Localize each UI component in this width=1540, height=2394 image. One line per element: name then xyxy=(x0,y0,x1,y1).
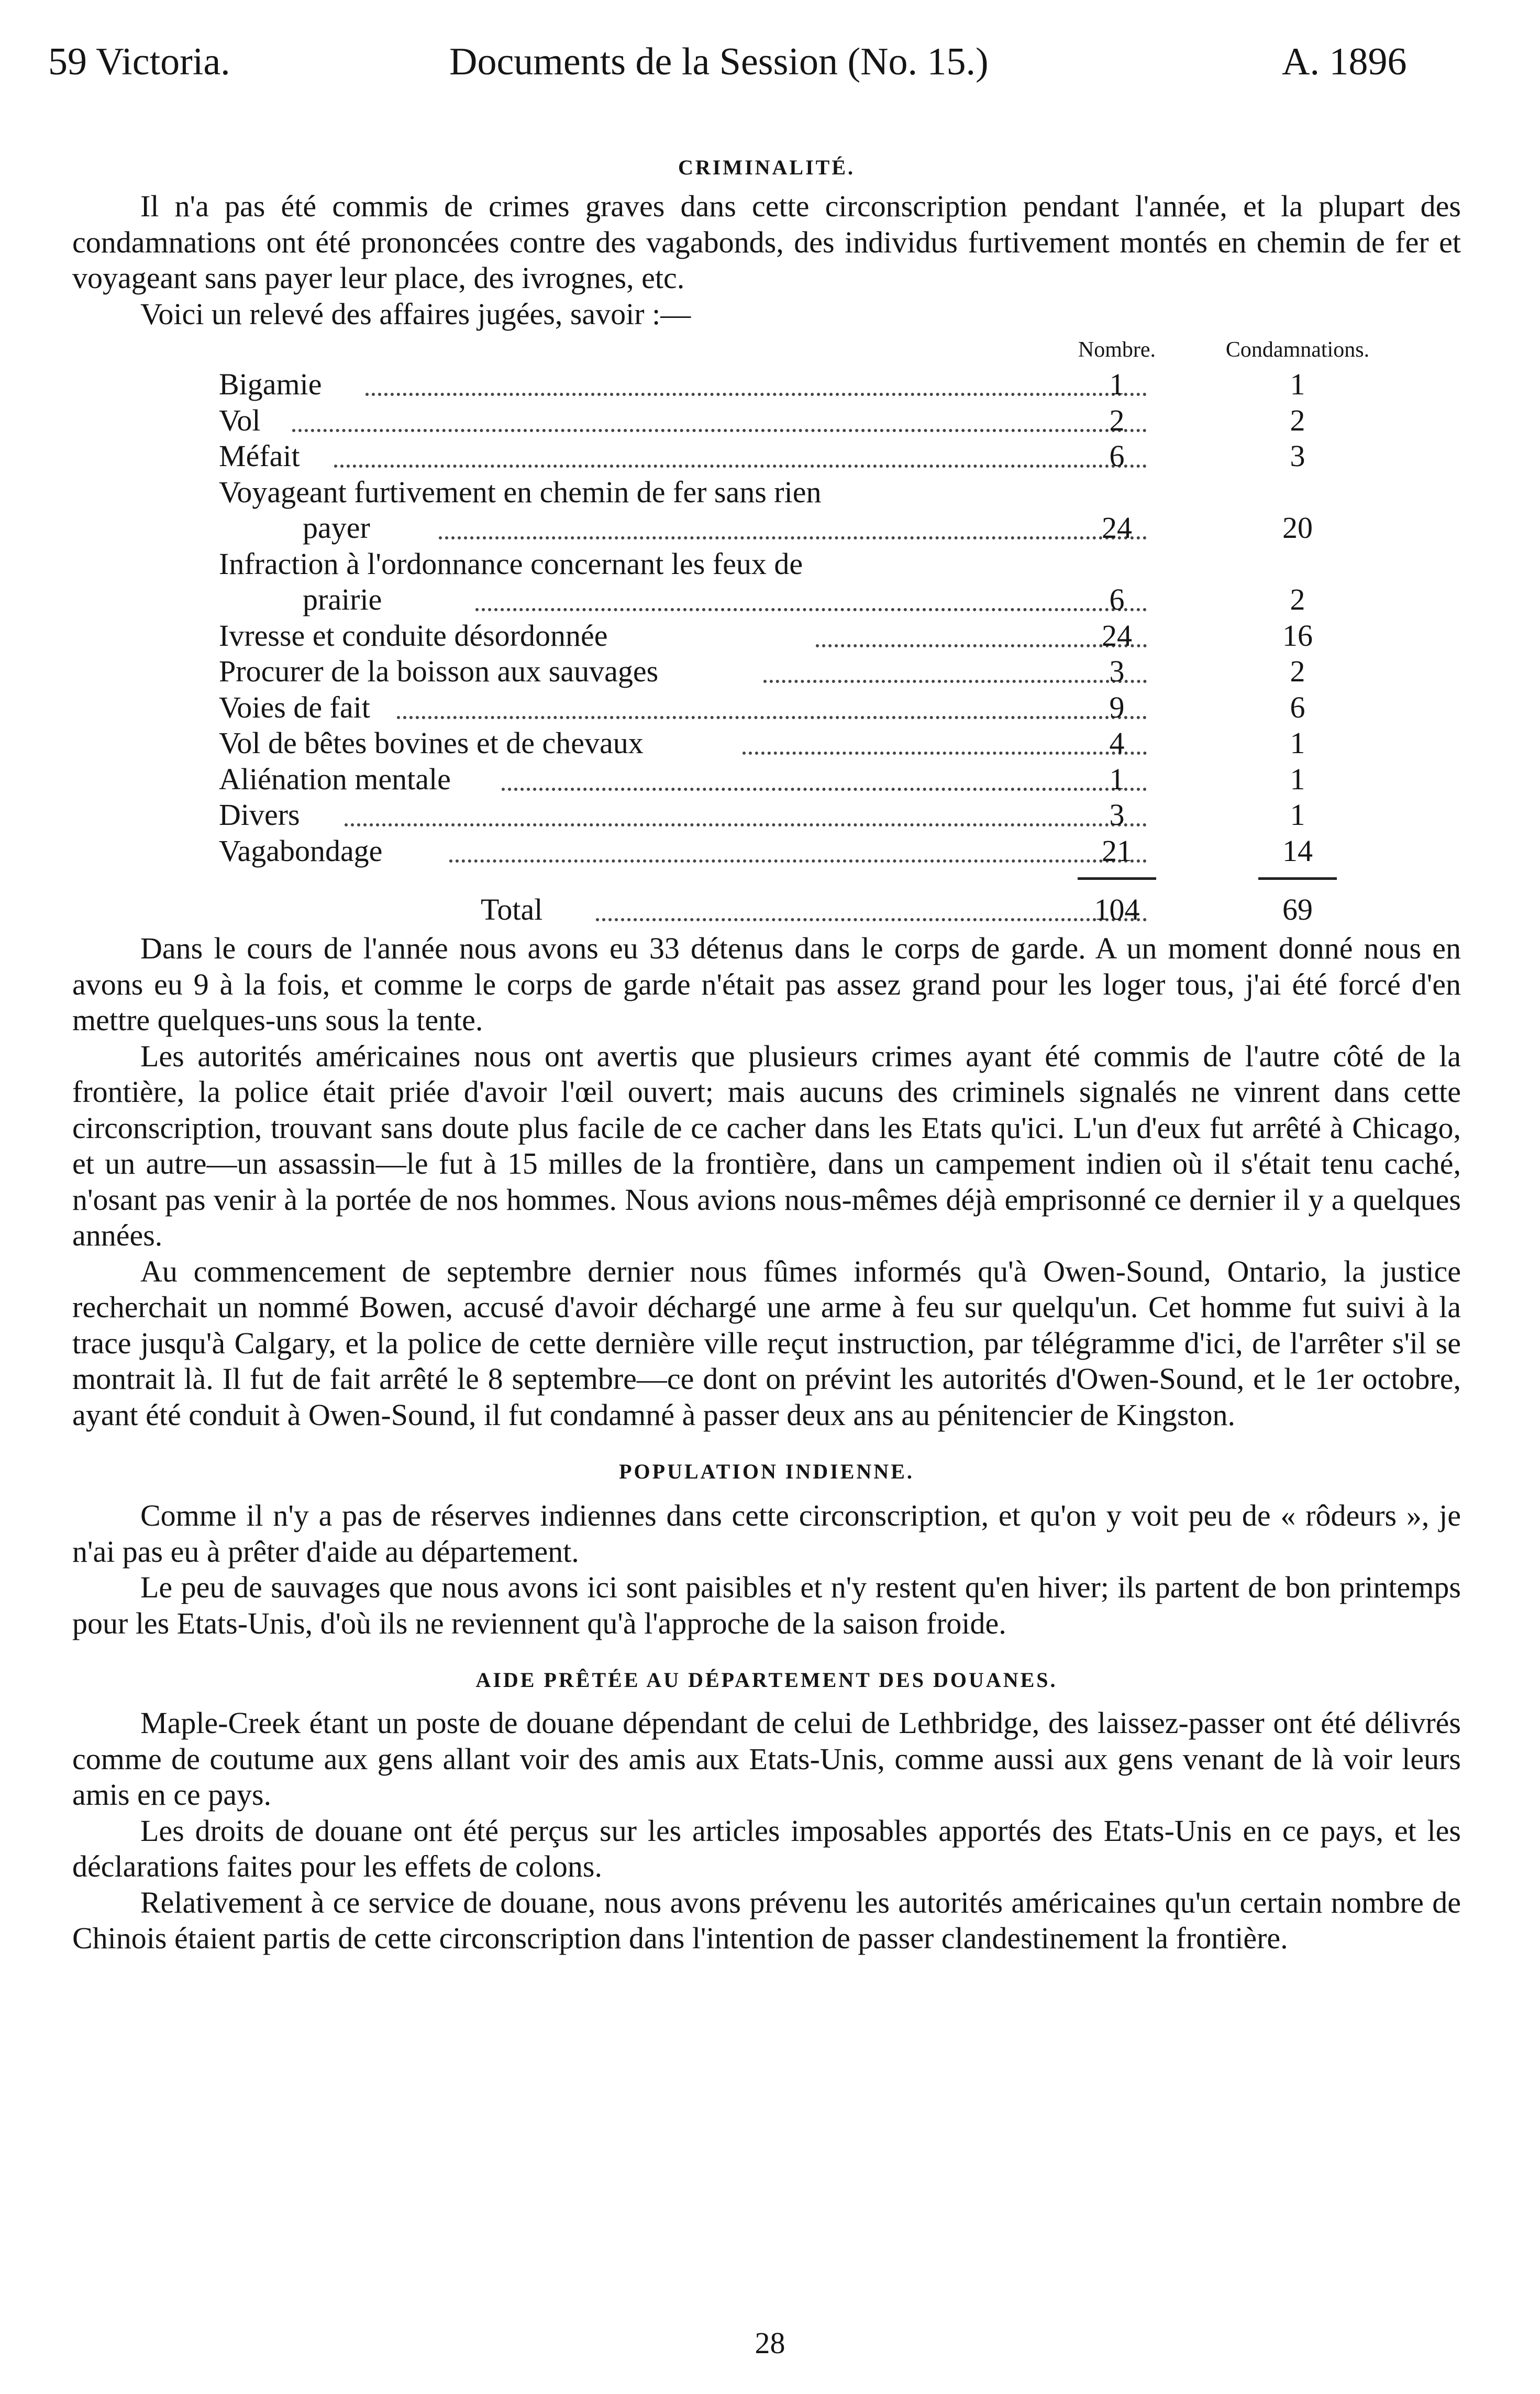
row-condamnations: 1 xyxy=(1290,726,1305,760)
row-condamnations: 1 xyxy=(1290,762,1305,796)
paragraph: Les autorités américaines nous ont avertis que plusieurs crimes ayant été commis de l'autre côté de la frontière, la police était priée d'avoir l'œil ouvert; mais aucuns des criminels signalés ne vinrent dans cette circonscription, trouvant sans doute plus facile de ce cacher dans les Etats qu'ici. L'un d'eux fut arrêté à Chicago, et un autre—un assassin—le fut à 15 milles de la frontière, dans un campement indien où il s'était tenu caché, n'osant pas venir à la portée de nos hommes. Nous avions nous-mêmes déjà emprisonné ce dernier il y a quelques années. xyxy=(72,1039,1461,1252)
table-row xyxy=(72,797,1461,833)
paragraph: Voici un relevé des affaires jugées, savoir :— xyxy=(140,296,691,331)
page-number: 28 xyxy=(755,2326,785,2360)
total-rule-nombre xyxy=(1078,877,1156,880)
row-nombre: 1 xyxy=(1109,762,1125,796)
row-condamnations: 3 xyxy=(1290,439,1305,473)
dot-leader xyxy=(334,465,1147,468)
dot-leader xyxy=(449,859,1147,863)
table-row-label-line xyxy=(72,475,1461,511)
section-title-douanes: AIDE PRÊTÉE AU DÉPARTEMENT DES DOUANES. xyxy=(475,1668,1058,1692)
row-nombre: 4 xyxy=(1109,726,1125,760)
table-row xyxy=(72,725,1461,762)
row-label: Voyageant furtivement en chemin de fer sans rien xyxy=(219,475,822,509)
table-row-label-line xyxy=(72,546,1461,582)
dot-leader xyxy=(345,823,1147,826)
row-label: Aliénation mentale xyxy=(219,762,451,796)
cases-table xyxy=(72,333,1461,931)
dot-leader xyxy=(292,429,1147,432)
section-title-criminalite: CRIMINALITÉ. xyxy=(678,156,856,179)
running-header xyxy=(0,30,1540,93)
table-row xyxy=(72,438,1461,475)
table-row xyxy=(72,367,1461,403)
row-condamnations: 1 xyxy=(1290,798,1305,832)
row-label: Vol de bêtes bovines et de chevaux xyxy=(219,726,644,760)
dot-leader xyxy=(365,393,1147,396)
column-header-condamnations: Condamnations. xyxy=(1225,338,1370,362)
row-condamnations: 20 xyxy=(1282,511,1313,545)
dot-leader xyxy=(439,536,1147,539)
table-row xyxy=(72,654,1461,690)
row-nombre: 24 xyxy=(1102,618,1132,653)
page-content xyxy=(72,150,1461,1957)
header-session-year: 59 Victoria. xyxy=(48,40,230,83)
row-nombre: 3 xyxy=(1109,798,1125,832)
paragraph: Dans le cours de l'année nous avons eu 33 détenus dans le corps de garde. A un moment donné nous en avons eu 9 à la fois, et comme le corps de garde n'était pas assez grand pour les loger tous, j'ai été forcé d'en mettre quelques-uns sous la tente. xyxy=(72,931,1461,1037)
table-row xyxy=(72,403,1461,439)
header-document-title: Documents de la Session (No. 15.) xyxy=(449,40,989,83)
paragraph: Comme il n'y a pas de réserves indiennes dans cette circonscription, et qu'on y voit peu de « rôdeurs », je n'ai pas eu à prêter d'aide au département. xyxy=(72,1498,1461,1569)
row-nombre: 21 xyxy=(1102,833,1132,868)
row-condamnations: 16 xyxy=(1282,618,1313,653)
row-condamnations: 14 xyxy=(1282,833,1313,868)
paragraph: Il n'a pas été commis de crimes graves dans cette circonscription pendant l'année, et la plupart des condamnations ont été prononcées contre des vagabonds, des individus furtivement montés en chemin de fer et voyageant sans payer leur place, des ivrognes, etc. xyxy=(72,189,1461,295)
section-title-population-indienne: POPULATION INDIENNE. xyxy=(619,1460,914,1483)
dot-leader xyxy=(475,608,1147,611)
total-label: Total xyxy=(481,892,543,926)
row-label: Divers xyxy=(219,798,300,832)
row-label: Méfait xyxy=(219,439,300,473)
row-condamnations: 2 xyxy=(1290,654,1305,688)
table-row xyxy=(72,510,1461,546)
row-nombre: 9 xyxy=(1109,690,1125,724)
row-nombre: 3 xyxy=(1109,654,1125,688)
table-row xyxy=(72,618,1461,654)
header-year: A. 1896 xyxy=(1282,40,1407,83)
row-label-continuation: prairie xyxy=(303,582,382,616)
row-condamnations: 6 xyxy=(1290,690,1305,724)
row-label: Bigamie xyxy=(219,367,322,401)
table-body xyxy=(72,367,1461,869)
table-row xyxy=(72,833,1461,869)
table-row xyxy=(72,690,1461,726)
column-header-nombre: Nombre. xyxy=(1078,338,1156,362)
row-label: Vagabondage xyxy=(219,833,383,868)
paragraph: Maple-Creek étant un poste de douane dépendant de celui de Lethbridge, des laissez-passer ont été délivrés comme de coutume aux gens allant voir des amis aux Etats-Unis, comme aussi aux gens venant de là voir leurs amis en ce pays. xyxy=(72,1706,1461,1812)
total-condamnations: 69 xyxy=(1282,892,1313,926)
table-row xyxy=(72,762,1461,798)
table-row xyxy=(72,582,1461,618)
paragraph: Les droits de douane ont été perçus sur les articles imposables apportés des Etats-Unis en ce pays, et les déclarations faites pour les effets de colons. xyxy=(72,1813,1461,1883)
row-nombre: 6 xyxy=(1109,582,1125,616)
dot-leader xyxy=(397,716,1147,719)
paragraph: Le peu de sauvages que nous avons ici sont paisibles et n'y restent qu'en hiver; ils partent de bon printemps pour les Etats-Unis, d'où ils ne reviennent qu'à l'approche de la saison froide. xyxy=(72,1570,1461,1640)
row-label: Infraction à l'ordonnance concernant les feux de xyxy=(219,546,803,581)
row-nombre: 6 xyxy=(1109,439,1125,473)
row-label: Procurer de la boisson aux sauvages xyxy=(219,654,659,688)
row-label: Ivresse et conduite désordonnée xyxy=(219,618,608,653)
row-nombre: 24 xyxy=(1102,511,1132,545)
table-header xyxy=(72,333,1461,367)
row-nombre: 1 xyxy=(1109,367,1125,401)
total-rules xyxy=(72,869,1461,890)
paragraph: Au commencement de septembre dernier nous fûmes informés qu'à Owen-Sound, Ontario, la justice recherchait un nommé Bowen, accusé d'avoir déchargé une arme à feu sur quelqu'un. Cet homme fut suivi à la trace jusqu'à Calgary, et la police de cette dernière ville reçut instruction, par télégramme d'ici, de l'arrêter s'il se montrait là. Il fut de fait arrêté le 8 septembre—ce dont on prévint les autorités d'Owen-Sound, et le 1er octobre, ayant été conduit à Owen-Sound, il fut condamné à passer deux ans au pénitencier de Kingston. xyxy=(72,1254,1461,1432)
row-label: Vol xyxy=(219,403,261,437)
total-row xyxy=(72,890,1461,931)
row-nombre: 2 xyxy=(1109,403,1125,437)
dot-leader xyxy=(502,788,1147,791)
total-nombre: 104 xyxy=(1094,892,1140,926)
row-label-continuation: payer xyxy=(303,511,370,545)
row-label: Voies de fait xyxy=(219,690,370,724)
row-condamnations: 2 xyxy=(1290,582,1305,616)
paragraph: Relativement à ce service de douane, nous avons prévenu les autorités américaines qu'un certain nombre de Chinois étaient partis de cette circonscription dans l'intention de passer clandestinement la frontière. xyxy=(72,1885,1461,1955)
row-condamnations: 2 xyxy=(1290,403,1305,437)
row-condamnations: 1 xyxy=(1290,367,1305,401)
total-rule-condamnations xyxy=(1258,877,1337,880)
